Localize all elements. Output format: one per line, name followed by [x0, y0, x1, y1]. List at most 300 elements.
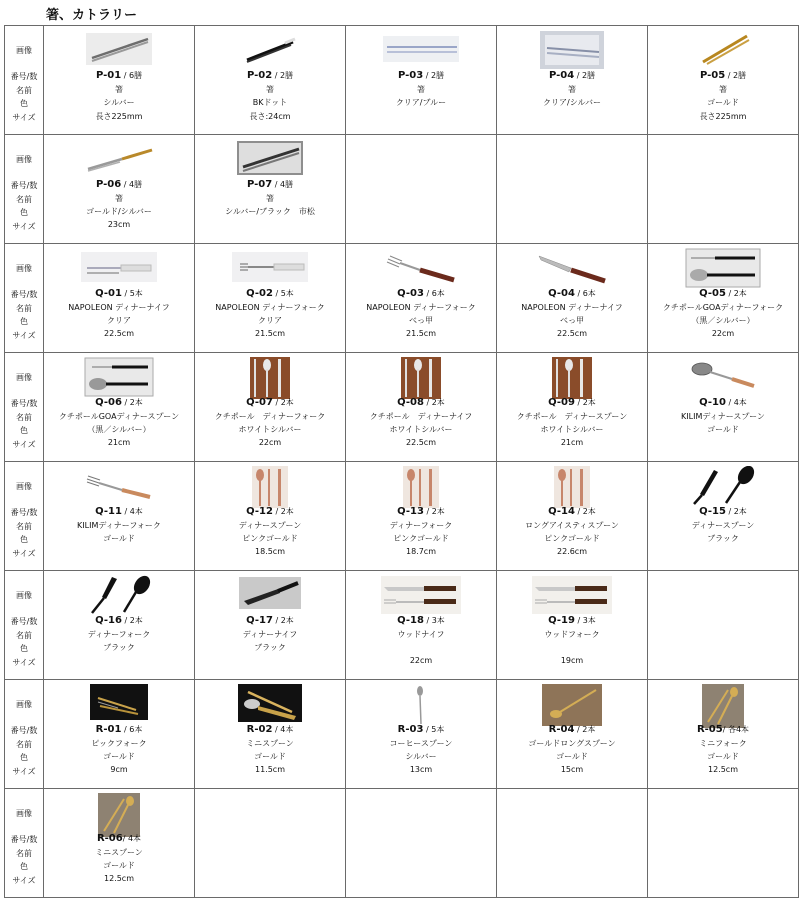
product-code: R-03 — [397, 724, 424, 735]
catalog-row — [5, 789, 799, 898]
row-label-color: 色 — [20, 535, 28, 544]
row-label-image: 画像 — [16, 809, 32, 818]
product-cell — [44, 244, 195, 353]
product-quantity: / 4本 — [272, 725, 294, 734]
product-color: ブラック — [707, 534, 739, 543]
empty-cell — [648, 571, 799, 680]
product-quantity: / 2膳 — [574, 71, 596, 80]
product-name: ディナーフォーク — [87, 630, 151, 639]
product-color: シルバー — [405, 752, 437, 761]
product-quantity: / 5本 — [272, 289, 294, 298]
row-label-size: サイズ — [12, 113, 36, 122]
product-name: ミニフォーク — [699, 739, 747, 748]
product-color: ピンクゴールド — [242, 534, 298, 543]
product-code: P-01 — [95, 70, 122, 81]
knife-fork-wood-icon — [497, 575, 647, 613]
product-code: Q-18 — [397, 615, 424, 626]
product-cell — [497, 571, 648, 680]
empty-cell — [346, 789, 497, 898]
row-label-size: サイズ — [12, 222, 36, 231]
product-size: 18.5cm — [254, 547, 285, 556]
row-label-size: サイズ — [12, 658, 36, 667]
product-quantity: / 4膳 — [272, 180, 294, 189]
product-code: R-04 — [548, 724, 575, 735]
catalog-row — [5, 462, 799, 571]
row-label-size: サイズ — [12, 440, 36, 449]
product-color: クリア/シルバー — [543, 98, 601, 107]
product-name: ディナースプーン — [691, 521, 755, 530]
product-size: 19cm — [560, 656, 584, 665]
product-color: ホワイトシルバー — [540, 425, 604, 434]
pick-fork-gold-icon — [44, 684, 194, 722]
row-labels — [5, 135, 44, 244]
row-label-image: 画像 — [16, 264, 32, 273]
product-number — [648, 288, 798, 299]
chopsticks-black-icon — [195, 30, 345, 68]
product-name: NAPOLEON ディナーナイフ — [68, 303, 170, 312]
product-cell — [497, 462, 648, 571]
knife-black-icon — [195, 575, 345, 613]
product-cell — [195, 135, 346, 244]
row-label-number: 番号/数 — [10, 508, 38, 517]
catalog-row — [5, 26, 799, 135]
mini-fork-spoon-gold-icon — [44, 793, 194, 831]
product-number — [195, 397, 345, 408]
product-code: Q-01 — [95, 288, 122, 299]
product-color: シルバー — [103, 98, 135, 107]
product-cell — [346, 571, 497, 680]
product-quantity: / 4本 — [122, 834, 142, 843]
product-color: クリア — [258, 316, 282, 325]
empty-cell — [648, 135, 799, 244]
product-quantity: / 2本 — [272, 616, 294, 625]
product-code: P-07 — [246, 179, 273, 190]
product-number — [346, 288, 496, 299]
knife-fork-clear-icon — [44, 248, 194, 286]
product-cell — [195, 462, 346, 571]
product-code: Q-14 — [548, 506, 575, 517]
product-color: （黒／シルバー） — [691, 316, 755, 325]
spoon-black-silver-icon — [44, 357, 194, 395]
product-code: Q-10 — [699, 397, 726, 408]
product-color: ゴールド — [707, 752, 739, 761]
product-code: Q-06 — [95, 397, 122, 408]
product-quantity: / 2本 — [725, 289, 747, 298]
product-quantity: / 6本 — [121, 725, 143, 734]
product-code: Q-07 — [246, 397, 273, 408]
catalog-row — [5, 571, 799, 680]
fork-spoon-black-silver-icon — [648, 248, 798, 286]
product-quantity: / 6本 — [423, 289, 445, 298]
product-code: R-05 — [696, 724, 723, 735]
product-quantity: / 2膳 — [272, 71, 294, 80]
row-label-number: 番号/数 — [10, 617, 38, 626]
product-code: Q-15 — [699, 506, 726, 517]
product-code: Q-05 — [699, 288, 726, 299]
catalog-row — [5, 135, 799, 244]
product-quantity: / 5本 — [121, 289, 143, 298]
row-labels — [5, 571, 44, 680]
product-quantity: / 2本 — [423, 398, 445, 407]
product-name: コーヒースプーン — [389, 739, 453, 748]
product-size: 22.5cm — [103, 329, 134, 338]
product-number — [497, 397, 647, 408]
row-label-size: サイズ — [12, 767, 36, 776]
product-quantity: / 2本 — [423, 507, 445, 516]
product-color: ピンクゴールド — [544, 534, 600, 543]
row-label-image: 画像 — [16, 700, 32, 709]
row-label-color: 色 — [20, 862, 28, 871]
product-size: 長さ:24cm — [249, 112, 291, 121]
product-cell — [346, 680, 497, 789]
product-quantity: / 各4本 — [722, 725, 750, 734]
product-quantity: / 4本 — [725, 398, 747, 407]
product-quantity: / 2本 — [574, 507, 596, 516]
spoon-black-icon — [648, 466, 798, 504]
product-color: シルバー/ブラック 市松 — [225, 207, 315, 216]
row-label-image: 画像 — [16, 155, 32, 164]
row-label-name: 名前 — [16, 631, 32, 640]
product-color: クリア/ブルー — [395, 98, 447, 107]
product-cell — [497, 244, 648, 353]
product-color: ブラック — [254, 643, 286, 652]
row-labels — [5, 353, 44, 462]
product-cell — [648, 244, 799, 353]
row-label-name: 名前 — [16, 195, 32, 204]
product-code: P-02 — [246, 70, 273, 81]
row-label-color: 色 — [20, 99, 28, 108]
spoon-kilim-icon — [648, 357, 798, 395]
product-number — [195, 179, 345, 190]
product-cell — [346, 353, 497, 462]
product-code: P-06 — [95, 179, 122, 190]
product-size: 9cm — [110, 765, 128, 774]
product-size: 12.5cm — [707, 765, 738, 774]
product-cell — [195, 353, 346, 462]
product-size: 22cm — [258, 438, 282, 447]
row-label-image: 画像 — [16, 591, 32, 600]
cutlery-set-white-icon — [497, 357, 647, 395]
product-color: ゴールド — [707, 98, 739, 107]
cutlery-set-pink-gold-icon — [497, 466, 647, 504]
product-color: べっ甲 — [560, 316, 584, 325]
product-cell — [44, 353, 195, 462]
cutlery-set-white-icon — [195, 357, 345, 395]
product-code: Q-03 — [397, 288, 424, 299]
row-label-color: 色 — [20, 317, 28, 326]
product-color: ゴールド/シルバー — [86, 207, 152, 216]
row-label-name: 名前 — [16, 304, 32, 313]
product-size: 21cm — [107, 438, 131, 447]
catalog-row — [5, 353, 799, 462]
product-name: 箸 — [417, 85, 425, 94]
product-size: 22cm — [711, 329, 735, 338]
product-color: ゴールド — [103, 752, 135, 761]
product-code: P-03 — [397, 70, 424, 81]
product-color: ゴールド — [254, 752, 286, 761]
product-number — [648, 724, 798, 735]
row-labels — [5, 462, 44, 571]
product-name: ミニスプーン — [246, 739, 294, 748]
product-name: 箸 — [719, 85, 727, 94]
product-size: 15cm — [560, 765, 584, 774]
product-code: R-01 — [95, 724, 122, 735]
product-cell — [44, 789, 195, 898]
product-number — [44, 833, 194, 844]
catalog-row — [5, 244, 799, 353]
row-label-size: サイズ — [12, 549, 36, 558]
product-code: Q-19 — [548, 615, 575, 626]
product-cell — [346, 244, 497, 353]
fork-kilim-icon — [44, 466, 194, 504]
product-number — [44, 70, 194, 81]
product-number — [497, 70, 647, 81]
product-color: ゴールド — [707, 425, 739, 434]
product-quantity: / 2本 — [121, 398, 143, 407]
fork-black-icon — [44, 575, 194, 613]
product-name: NAPOLEON ディナーナイフ — [521, 303, 623, 312]
product-size: 21.5cm — [254, 329, 285, 338]
product-quantity: / 2本 — [272, 398, 294, 407]
product-cell — [195, 571, 346, 680]
row-label-number: 番号/数 — [10, 399, 38, 408]
product-name: ウッドフォーク — [544, 630, 600, 639]
product-number — [44, 724, 194, 735]
product-name: 箸 — [115, 194, 123, 203]
product-cell — [648, 353, 799, 462]
product-size: 18.7cm — [405, 547, 436, 556]
product-number — [44, 179, 194, 190]
row-label-number: 番号/数 — [10, 726, 38, 735]
product-name: ディナーフォーク — [389, 521, 453, 530]
product-number — [195, 615, 345, 626]
row-label-number: 番号/数 — [10, 72, 38, 81]
knife-fork-wood-icon — [346, 575, 496, 613]
product-name: ピックフォーク — [91, 739, 147, 748]
product-cell — [648, 26, 799, 135]
cutlery-set-pink-gold-icon — [195, 466, 345, 504]
product-size: 12.5cm — [103, 874, 134, 883]
product-cell — [44, 680, 195, 789]
product-number — [497, 615, 647, 626]
product-color: ゴールド — [103, 534, 135, 543]
product-cell — [497, 353, 648, 462]
fork-tortoise-icon — [346, 248, 496, 286]
product-cell — [346, 462, 497, 571]
product-code: R-02 — [246, 724, 273, 735]
product-size: 21.5cm — [405, 329, 436, 338]
product-code: R-06 — [96, 833, 123, 844]
product-name: KILIMディナースプーン — [681, 412, 765, 421]
product-color: ピンクゴールド — [393, 534, 449, 543]
chopsticks-clear-icon — [346, 30, 496, 68]
product-number — [44, 506, 194, 517]
product-code: Q-02 — [246, 288, 273, 299]
product-name: ディナーナイフ — [242, 630, 298, 639]
row-label-number: 番号/数 — [10, 835, 38, 844]
empty-cell — [497, 135, 648, 244]
mini-spoon-gold-icon — [195, 684, 345, 722]
product-color: （黒／シルバー） — [87, 425, 151, 434]
row-label-image: 画像 — [16, 373, 32, 382]
row-label-color: 色 — [20, 208, 28, 217]
long-spoon-gold-icon — [497, 684, 647, 722]
row-label-color: 色 — [20, 644, 28, 653]
product-number — [346, 397, 496, 408]
row-label-color: 色 — [20, 753, 28, 762]
empty-cell — [195, 789, 346, 898]
row-label-number: 番号/数 — [10, 290, 38, 299]
fork-clear-icon — [195, 248, 345, 286]
row-label-name: 名前 — [16, 740, 32, 749]
product-number — [346, 70, 496, 81]
product-cell — [195, 26, 346, 135]
product-size: 22.5cm — [556, 329, 587, 338]
catalog-row — [5, 680, 799, 789]
mini-fork-spoon-gold-icon — [648, 684, 798, 722]
product-quantity: / 2膳 — [423, 71, 445, 80]
product-code: Q-13 — [397, 506, 424, 517]
product-number — [648, 506, 798, 517]
product-code: Q-09 — [548, 397, 575, 408]
product-cell — [44, 571, 195, 680]
product-code: Q-17 — [246, 615, 273, 626]
page-title: 箸、カトラリー — [46, 8, 138, 23]
product-code: Q-04 — [548, 288, 575, 299]
row-labels — [5, 680, 44, 789]
product-name: ミニスプーン — [95, 848, 143, 857]
product-number — [195, 70, 345, 81]
product-cell — [497, 680, 648, 789]
row-label-image: 画像 — [16, 482, 32, 491]
empty-cell — [497, 789, 648, 898]
product-number — [497, 288, 647, 299]
product-name: 箸 — [266, 85, 274, 94]
product-size: 22.5cm — [405, 438, 436, 447]
row-label-color: 色 — [20, 426, 28, 435]
product-quantity: / 6本 — [574, 289, 596, 298]
product-quantity: / 6膳 — [121, 71, 143, 80]
chopsticks-clear-silver-icon — [497, 30, 647, 68]
product-name: クチポール ディナースプーン — [516, 412, 628, 421]
product-name: ウッドナイフ — [397, 630, 445, 639]
knife-tortoise-icon — [497, 248, 647, 286]
product-cell — [648, 462, 799, 571]
product-number — [346, 506, 496, 517]
cutlery-set-white-icon — [346, 357, 496, 395]
product-quantity: / 2膳 — [725, 71, 747, 80]
product-name: 箸 — [568, 85, 576, 94]
chopsticks-gold-silver-icon — [44, 139, 194, 177]
product-quantity: / 4膳 — [121, 180, 143, 189]
row-label-size: サイズ — [12, 876, 36, 885]
product-number — [195, 506, 345, 517]
product-cell — [497, 26, 648, 135]
product-cell — [648, 680, 799, 789]
chopsticks-silver-icon — [44, 30, 194, 68]
product-color: ゴールド — [556, 752, 588, 761]
product-size: 13cm — [409, 765, 433, 774]
row-labels — [5, 789, 44, 898]
product-cell — [44, 462, 195, 571]
product-name: 箸 — [266, 194, 274, 203]
product-quantity: / 2本 — [121, 616, 143, 625]
product-color: べっ甲 — [409, 316, 433, 325]
product-number — [497, 724, 647, 735]
product-name: 箸 — [115, 85, 123, 94]
cutlery-set-pink-gold-icon — [346, 466, 496, 504]
product-size: 長さ225mm — [95, 112, 143, 121]
product-number — [195, 724, 345, 735]
product-code: P-04 — [548, 70, 575, 81]
product-color: ホワイトシルバー — [389, 425, 453, 434]
product-name: NAPOLEON ディナーフォーク — [215, 303, 325, 312]
product-quantity: / 5本 — [423, 725, 445, 734]
product-size: 11.5cm — [254, 765, 285, 774]
row-label-name: 名前 — [16, 413, 32, 422]
product-name: ロングアイスティスプーン — [525, 521, 619, 530]
product-code: Q-08 — [397, 397, 424, 408]
product-code: Q-12 — [246, 506, 273, 517]
product-color: BKドット — [252, 98, 288, 107]
row-label-name: 名前 — [16, 522, 32, 531]
product-size: 22cm — [409, 656, 433, 665]
product-name: クチポール ディナーナイフ — [369, 412, 473, 421]
product-size: 長さ225mm — [699, 112, 747, 121]
empty-cell — [648, 789, 799, 898]
coffee-spoon-silver-icon — [346, 684, 496, 722]
product-quantity: / 3本 — [574, 616, 596, 625]
product-name: KILIMディナーフォーク — [77, 521, 161, 530]
product-number — [44, 288, 194, 299]
chopsticks-gold-icon — [648, 30, 798, 68]
product-cell — [346, 26, 497, 135]
product-number — [648, 397, 798, 408]
product-name: クチポールGOAディナーフォーク — [662, 303, 784, 312]
product-quantity: / 4本 — [121, 507, 143, 516]
product-name: NAPOLEON ディナーフォーク — [366, 303, 476, 312]
product-quantity: / 2本 — [574, 725, 596, 734]
product-number — [497, 506, 647, 517]
catalog-table — [4, 25, 799, 898]
product-size: 22.6cm — [556, 547, 587, 556]
product-color: クリア — [107, 316, 131, 325]
product-number — [648, 70, 798, 81]
product-cell — [195, 244, 346, 353]
product-quantity: / 2本 — [725, 507, 747, 516]
row-label-name: 名前 — [16, 849, 32, 858]
product-cell — [44, 26, 195, 135]
product-name: クチポールGOAディナースプーン — [58, 412, 180, 421]
product-cell — [195, 680, 346, 789]
product-quantity: / 2本 — [272, 507, 294, 516]
product-size: 21cm — [560, 438, 584, 447]
row-labels — [5, 26, 44, 135]
product-code: Q-11 — [95, 506, 122, 517]
product-number — [44, 397, 194, 408]
row-label-number: 番号/数 — [10, 181, 38, 190]
product-code: P-05 — [699, 70, 726, 81]
product-color: ゴールド — [103, 861, 135, 870]
product-code: Q-16 — [95, 615, 122, 626]
row-label-size: サイズ — [12, 331, 36, 340]
row-label-image: 画像 — [16, 46, 32, 55]
product-number — [44, 615, 194, 626]
chopsticks-checker-icon — [195, 139, 345, 177]
product-name: ディナースプーン — [238, 521, 302, 530]
empty-cell — [346, 135, 497, 244]
product-quantity: / 2本 — [574, 398, 596, 407]
